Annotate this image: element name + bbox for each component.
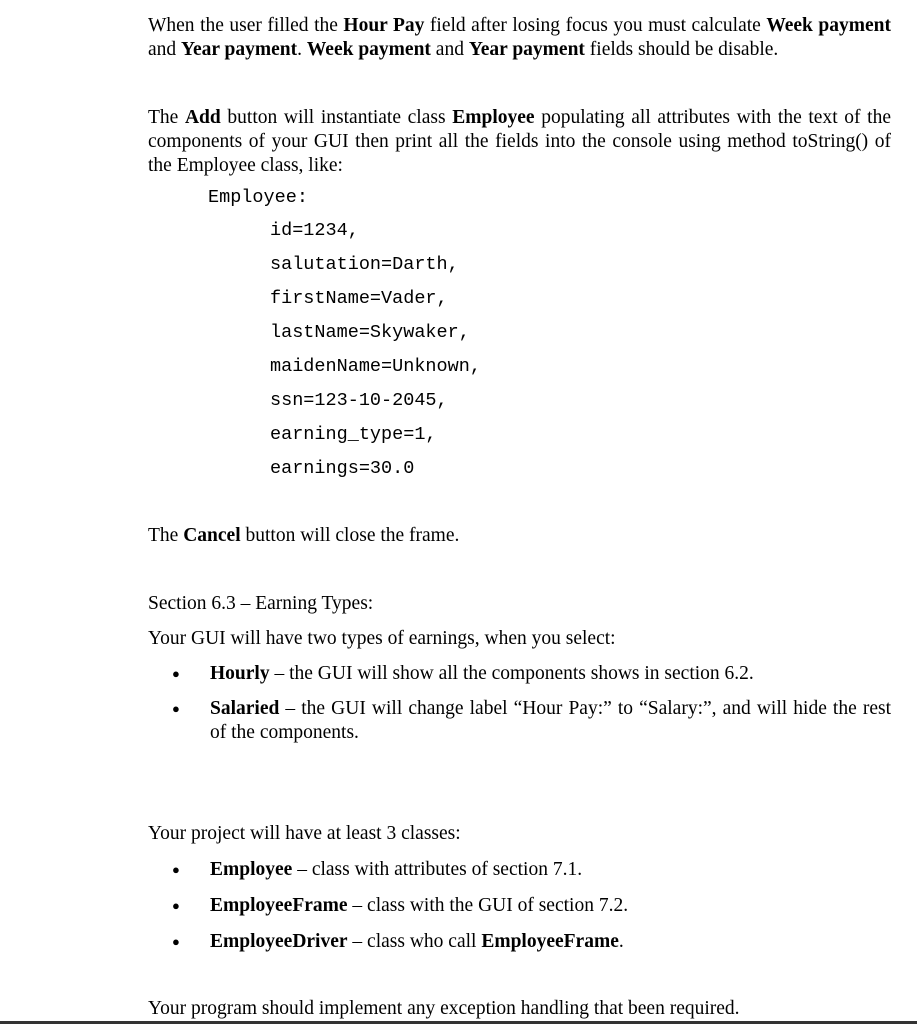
code-line: maidenName=Unknown, <box>270 356 481 377</box>
bold-run: Year payment <box>468 39 585 60</box>
list-item <box>172 858 891 884</box>
text-run: The <box>148 107 185 128</box>
text-run: The <box>148 525 184 546</box>
exception-handling-paragraph: Your program should implement any exception handling that been required. <box>148 998 740 1019</box>
list-item <box>172 697 891 747</box>
section-heading: Section 6.3 – Earning Types: <box>148 593 374 614</box>
list-item-text <box>210 930 891 954</box>
add-button-paragraph <box>148 106 891 178</box>
text-run: – class with the GUI of section 7.2. <box>347 895 629 916</box>
list-item <box>172 662 891 688</box>
section-intro: Your GUI will have two types of earnings, when you select: <box>148 628 616 649</box>
cancel-button-paragraph <box>148 524 891 548</box>
list-item <box>172 930 891 956</box>
intro-paragraph <box>148 14 891 62</box>
bold-run: Year payment <box>181 39 298 60</box>
list-item <box>172 894 891 920</box>
code-line: ssn=123-10-2045, <box>270 390 448 411</box>
bold-run: Hour Pay <box>343 15 425 36</box>
code-line: id=1234, <box>270 220 359 241</box>
bold-run: Week payment <box>766 15 891 36</box>
classes-intro: Your project will have at least 3 classes: <box>148 823 461 844</box>
text-run: . <box>297 39 307 60</box>
text-run: and <box>148 39 182 60</box>
text-run: – class who call <box>347 931 482 952</box>
list-item-text <box>210 894 891 918</box>
bold-run: EmployeeFrame <box>481 931 619 952</box>
list-item-text <box>210 662 891 686</box>
text-run: – class with attributes of section 7.1. <box>292 859 583 880</box>
bold-run: Cancel <box>183 525 241 546</box>
text-run: button will instantiate class <box>220 107 453 128</box>
bold-run: Salaried <box>210 698 280 719</box>
code-line: salutation=Darth, <box>270 254 459 275</box>
bullet-icon: ● <box>172 934 180 949</box>
text-run: field after losing focus you must calculate <box>424 15 767 36</box>
code-line: earnings=30.0 <box>270 458 415 479</box>
code-line: earning_type=1, <box>270 424 437 445</box>
bold-run: Employee <box>452 107 535 128</box>
text-run: button will close the frame. <box>240 525 460 546</box>
code-line: firstName=Vader, <box>270 288 448 309</box>
text-run: – the GUI will change label “Hour Pay:” to “Salary:”, and will hide the rest of the components. <box>210 698 891 743</box>
bullet-icon: ● <box>172 862 180 877</box>
bold-run: Employee <box>210 859 293 880</box>
text-run: fields should be disable. <box>584 39 779 60</box>
code-line: lastName=Skywaker, <box>270 322 470 343</box>
code-header: Employee: <box>208 187 308 208</box>
bullet-icon: ● <box>172 701 180 716</box>
bullet-icon: ● <box>172 898 180 913</box>
text-run: populating all attributes with the text of the components of your GUI then print all the fields into the console using method toString() of the Employee class, like: <box>148 107 891 176</box>
text-run: – the GUI will show all the components shows in section 6.2. <box>269 663 754 684</box>
bold-run: Hourly <box>210 663 270 684</box>
bold-run: Week payment <box>306 39 431 60</box>
list-item-text <box>210 858 891 882</box>
bold-run: Add <box>184 107 221 128</box>
bold-run: EmployeeDriver <box>210 931 348 952</box>
list-item-text <box>210 697 891 745</box>
text-run: When the user filled the <box>148 15 344 36</box>
text-run: and <box>430 39 469 60</box>
text-run: . <box>618 931 624 952</box>
bullet-icon: ● <box>172 666 180 681</box>
bold-run: EmployeeFrame <box>210 895 348 916</box>
